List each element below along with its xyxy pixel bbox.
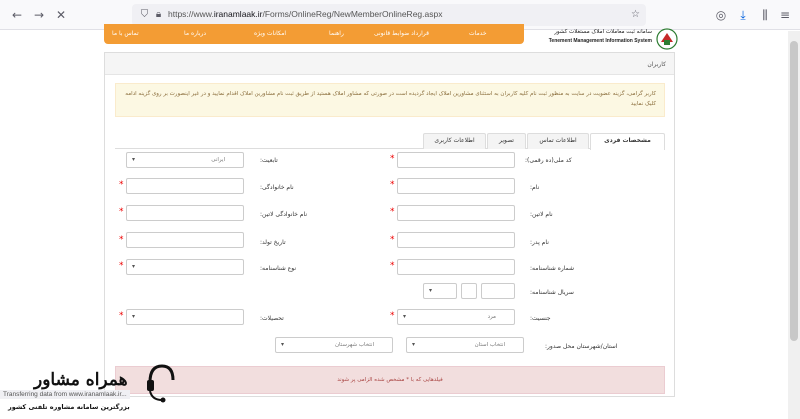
lock-icon[interactable]: 🔒︎ — [155, 9, 162, 20]
birth-date-input[interactable] — [126, 232, 244, 248]
nav-item-services[interactable]: خدمات — [469, 30, 487, 37]
required-marker: * — [119, 311, 124, 321]
national-code-input[interactable] — [397, 152, 515, 168]
required-marker: * — [119, 235, 124, 245]
headset-icon — [142, 362, 176, 406]
gender-label: جنسیت: — [530, 315, 551, 322]
father-name-input[interactable] — [397, 232, 515, 248]
tab-user-info[interactable]: اطلاعات کاربری — [423, 133, 486, 149]
family-label: نام خانوادگی: — [260, 184, 294, 191]
chevron-down-icon: ▾ — [429, 287, 433, 294]
shield-icon[interactable]: ⛉ — [140, 9, 149, 20]
required-marker: * — [390, 235, 395, 245]
tab-contact-info[interactable]: اطلاعات تماس — [527, 133, 589, 149]
library-icon[interactable]: ⫼ — [762, 8, 768, 22]
required-marker: * — [119, 207, 124, 217]
nav-item-guide[interactable]: راهنما — [329, 30, 344, 37]
birth-date-label: تاریخ تولد: — [260, 239, 286, 246]
watermark-title: همراه مشاور — [34, 370, 128, 390]
url-text[interactable]: https://www.iranamlaak.ir/Forms/OnlineReg/NewMemberOnlineReg.aspx — [168, 9, 443, 19]
id-type-select[interactable] — [126, 259, 244, 275]
info-alert: کاربر گرامی، گزینه عضویت در سایت به منظور ثبت نام کلیه کاربران به استثنای مشاورین املاک ایجاد گردیده است در صورتی که مشاور املاک هستید از طریق ثبت نام مشاورین املاک اقدام نمایید و در غیر اینصورت بر روی گزینه ادامه کلیک نمایید — [115, 83, 665, 117]
location-label: استان/شهرستان محل صدور: — [545, 343, 618, 350]
required-marker: * — [119, 180, 124, 190]
validation-error-box: فیلدهایی که با * مشخص شده الزامی پر شوند — [115, 366, 665, 394]
gender-select[interactable] — [397, 309, 515, 325]
education-select[interactable] — [126, 309, 244, 325]
scrollbar-thumb[interactable] — [790, 41, 798, 341]
panel-title: کاربران — [647, 61, 666, 68]
stop-icon[interactable]: ✕ — [55, 8, 67, 22]
site-navbar — [104, 24, 524, 44]
chevron-down-icon: ▾ — [281, 341, 285, 348]
father-name-label: نام پدر: — [530, 239, 549, 246]
national-code-label: کد ملی(ده رقمی): — [525, 157, 572, 164]
family-input[interactable] — [126, 178, 244, 194]
latin-family-label: نام خانوادگی لاتین: — [260, 211, 308, 218]
required-marker: * — [390, 207, 395, 217]
id-serial-number-input[interactable] — [481, 283, 515, 299]
id-serial-letter-select[interactable] — [423, 283, 457, 299]
nav-item-laws[interactable]: قرارداد ضوابط قانونی — [374, 30, 429, 37]
watermark-logo — [6, 360, 176, 418]
name-input[interactable] — [397, 178, 515, 194]
tab-personal-info[interactable]: مشخصات فردی — [590, 133, 665, 150]
nationality-select[interactable] — [126, 152, 244, 168]
chevron-down-icon: ▾ — [412, 341, 416, 348]
watermark-subtitle: بزرگترین سامانه مشاوره تلفنی کشور — [8, 403, 130, 411]
id-serial-part-input[interactable] — [461, 283, 477, 299]
forward-arrow-icon[interactable]: → — [33, 8, 45, 22]
menu-icon[interactable]: ≡ — [779, 8, 791, 22]
nationality-label: تابعیت: — [260, 157, 278, 164]
page-scrollbar[interactable] — [788, 31, 800, 419]
logo-emblem-icon — [656, 28, 678, 50]
education-label: تحصیلات: — [260, 315, 284, 322]
nav-item-features[interactable]: امکانات ویژه — [254, 30, 287, 37]
gender-value: مرد — [487, 314, 496, 320]
chevron-down-icon: ▾ — [403, 313, 407, 320]
id-number-input[interactable] — [397, 259, 515, 275]
required-marker: * — [390, 180, 395, 190]
name-label: نام: — [530, 184, 540, 191]
bookmark-star-icon[interactable]: ☆ — [631, 9, 640, 20]
registration-panel — [104, 52, 675, 397]
nav-item-about[interactable]: درباره ما — [184, 30, 207, 37]
id-serial-label: سریال شناسنامه: — [530, 289, 574, 296]
chevron-down-icon: ▾ — [132, 156, 136, 163]
latin-name-label: نام لاتین: — [530, 211, 553, 218]
latin-name-input[interactable] — [397, 205, 515, 221]
url-bar[interactable] — [132, 4, 646, 26]
province-select[interactable] — [406, 337, 524, 353]
nationality-value: ایرانی — [211, 157, 225, 163]
logo-en-text: Tenement Management Information System — [548, 38, 652, 44]
id-number-label: شماره شناسنامه: — [530, 265, 575, 272]
chevron-down-icon: ▾ — [132, 263, 136, 270]
site-logo[interactable] — [548, 26, 678, 52]
required-marker: * — [390, 154, 395, 164]
required-marker: * — [119, 261, 124, 271]
browser-status-text: Transferring data from www.iranamlaak.ir... — [0, 390, 130, 399]
tab-photo[interactable]: تصویر — [487, 133, 526, 149]
logo-fa-text: سامانه ثبت معاملات املاک مستغلات کشور — [554, 29, 652, 35]
back-arrow-icon[interactable]: ← — [11, 8, 23, 22]
chevron-down-icon: ▾ — [132, 313, 136, 320]
nav-item-contact[interactable]: تماس با ما — [112, 30, 139, 37]
id-type-label: نوع شناسنامه: — [260, 265, 297, 272]
panel-header — [105, 53, 674, 75]
latin-family-input[interactable] — [126, 205, 244, 221]
download-icon[interactable]: ⤓ — [740, 8, 746, 22]
account-icon[interactable]: ◎ — [715, 8, 727, 22]
province-value: انتخاب استان — [474, 342, 505, 348]
city-value: انتخاب شهرستان — [334, 342, 374, 348]
required-marker: * — [390, 261, 395, 271]
required-marker: * — [390, 311, 395, 321]
city-select[interactable] — [275, 337, 393, 353]
